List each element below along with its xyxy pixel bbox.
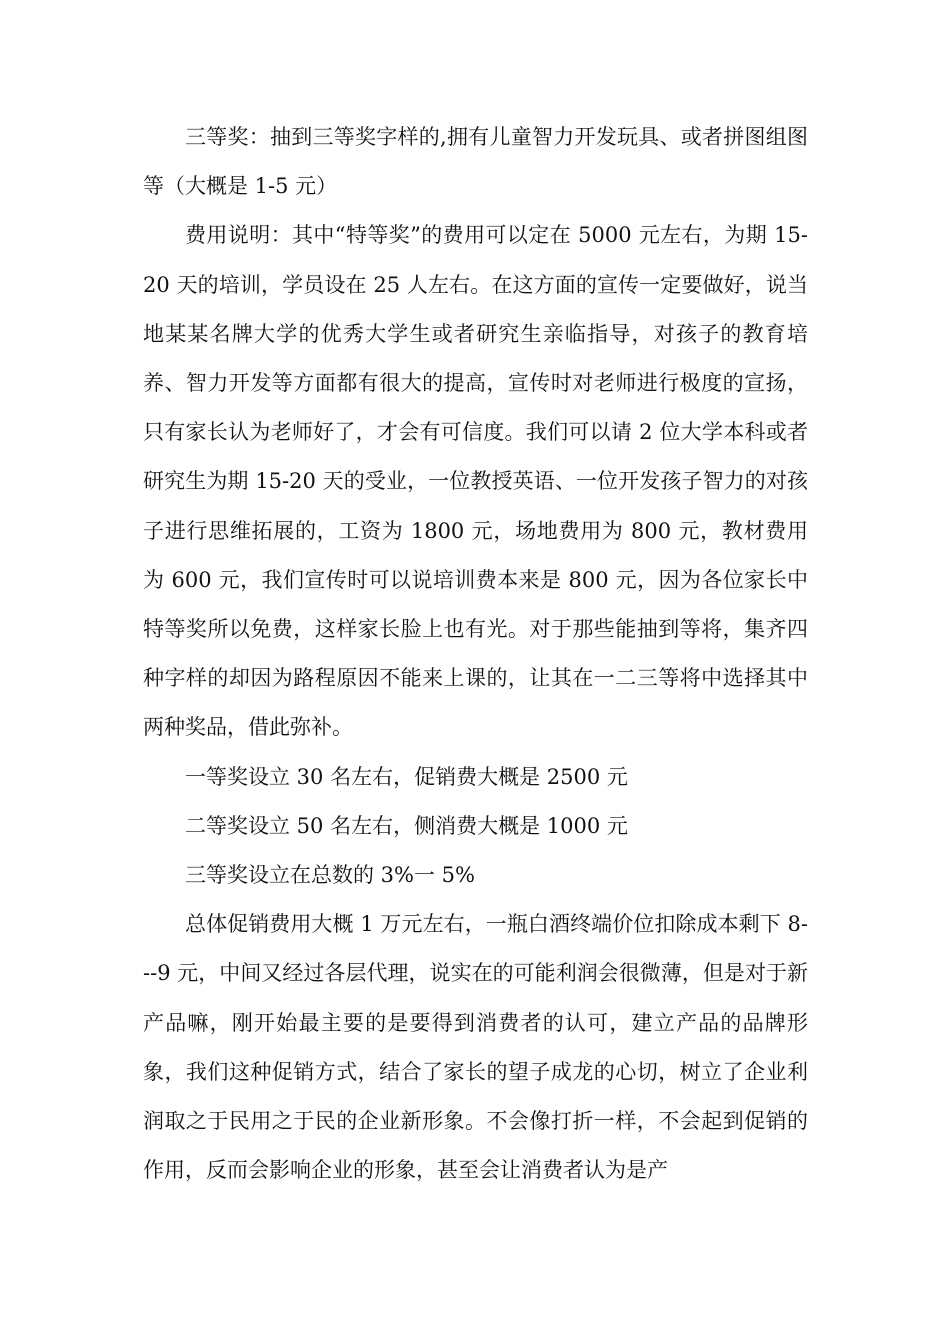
paragraph-cost-explanation: 费用说明：其中“特等奖”的费用可以定在 5000 元左右，为期 15-20 天的培训，学员设在 25 人左右。在这方面的宣传一定要做好，说当地某某名牌大学的优秀大学生或者研究生亲临指导，对孩子的教育培养、智力开发等方面都有很大的提高，宣传时对老师进行极度的宣扬，只有家长认为老师好了，才会有可信度。我们可以请 2 位大学本科或者研究生为期 15-20 天的受业，一位教授英语、一位开发孩子智力的对孩子进行思维拓展的，工资为 1800 元，场地费用为 800 元，教材费用为 600 元，我们宣传时可以说培训费本来是 800 元，因为各位家长中特等奖所以免费，这样家长脸上也有光。对于那些能抽到等将，集齐四种字样的却因为路程原因不能来上课的，让其在一二三等将中选择其中两种奖品，借此弥补。 <box>143 223 808 740</box>
document-body <box>143 113 808 1195</box>
paragraph-total-cost: 总体促销费用大概 1 万元左右，一瓶白酒终端价位扣除成本剩下 8---9 元，中间又经过各层代理，说实在的可能利润会很微薄，但是对于新产品嘛，刚开始最主要的是要得到消费者的认可，建立产品的品牌形象，我们这种促销方式，结合了家长的望子成龙的心切，树立了企业利润取之于民用之于民的企业新形象。不会像打折一样，不会起到促销的作用，反而会影响企业的形象，甚至会让消费者认为是产 <box>143 912 808 1183</box>
paragraph-third-prize-quota: 三等奖设立在总数的 3%一 5% <box>185 863 475 888</box>
paragraph-second-prize-quota: 二等奖设立 50 名左右，侧消费大概是 1000 元 <box>185 813 628 838</box>
paragraph-third-prize: 三等奖：抽到三等奖字样的,拥有儿童智力开发玩具、或者拼图组图等（大概是 1-5 元） <box>143 125 808 199</box>
paragraph-first-prize-quota: 一等奖设立 30 名左右，促销费大概是 2500 元 <box>185 764 628 789</box>
